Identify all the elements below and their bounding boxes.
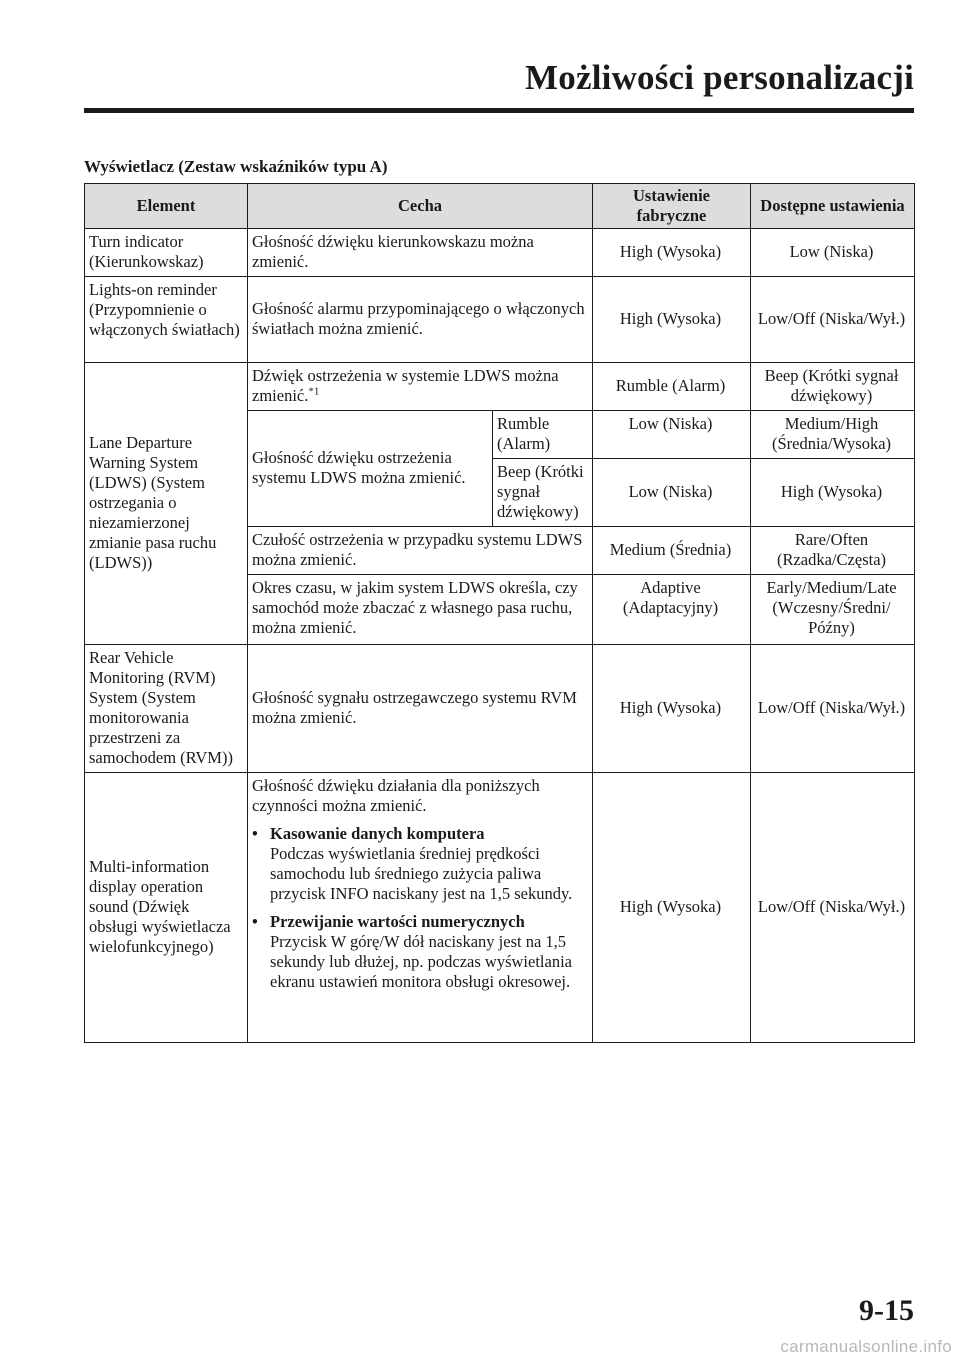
available-cell: Rare/Often (Rzadka/Częsta) [751,527,915,575]
feature-cell: Głośność dźwięku kierunkowskazu można zmienić. [248,229,593,277]
feature-cell: Głośność sygnału ostrzegawczego systemu RVM można zmienić. [248,645,593,773]
available-cell: Low/Off (Niska/Wył.) [751,277,915,363]
available-cell: Low/Off (Niska/Wył.) [751,773,915,1043]
bullet-text: Podczas wyświetlania średniej prędkości samochodu lub średniego zużycia paliwa przycisk INFO naciskany jest na 1,5 sekundy. [270,844,573,903]
watermark: carmanualsonline.info [780,1337,952,1356]
footnote-marker: *1 [308,385,320,398]
available-cell: Beep (Krótki sygnał dźwiękowy) [751,363,915,411]
default-cell: High (Wysoka) [593,645,751,773]
feature-cell: Głośność dźwięku ostrzeżenia systemu LDWS można zmienić. [248,411,493,527]
header-rule [84,108,914,113]
table-row [85,773,915,1043]
feature-intro: Głośność dźwięku działania dla poniższych czynności można zmienić. [252,776,540,815]
table-row [85,363,915,411]
page-number: 9-15 [859,1294,914,1327]
default-cell: Low (Niska) [593,411,751,459]
element-cell: Lane Departure Warning System (LDWS) (System ostrzegania o niezamierzonej zmianie pasa ruchu (LDWS)) [85,363,248,645]
bullet-title: Przewijanie wartości numerycznych [270,912,525,931]
available-cell: High (Wysoka) [751,459,915,527]
feature-cell: Głośność alarmu przypominającego o włączonych światłach można zmienić. [248,277,593,363]
feature-text: Dźwięk ostrzeżenia w systemie LDWS można zmienić. [252,366,559,405]
feature-cell: Czułość ostrzeżenia w przypadku systemu LDWS można zmienić. [248,527,593,575]
header-available: Dostępne ustawienia [751,184,915,229]
feature-cell [248,773,593,1043]
page-title: Możliwości personalizacji [525,58,914,97]
table-row [85,229,915,277]
element-cell: Turn indicator (Kierunkowskaz) [85,229,248,277]
feature-cell [248,363,593,411]
table-header-row [85,184,915,229]
bullet-title: Kasowanie danych komputera [270,824,485,843]
sub-option-cell: Beep (Krótki sygnał dźwiękowy) [493,459,593,527]
bullet-icon: • [252,912,258,931]
element-cell: Rear Vehicle Monitoring (RVM) System (System monitorowania przestrzeni za samochodem (RVM)) [85,645,248,773]
header-element: Element [85,184,248,229]
available-cell: Low/Off (Niska/Wył.) [751,645,915,773]
feature-cell: Okres czasu, w jakim system LDWS określa, czy samochód może zbaczać z własnego pasa ruchu, można zmienić. [248,575,593,645]
list-item [252,824,586,904]
sub-option-cell: Rumble (Alarm) [493,411,593,459]
default-cell: High (Wysoka) [593,277,751,363]
header-default: Ustawienie fabryczne [593,184,751,229]
section-heading: Wyświetlacz (Zestaw wskaźników typu A) [84,157,388,176]
table-row [85,277,915,363]
available-cell: Low (Niska) [751,229,915,277]
element-cell: Lights-on reminder (Przypomnienie o włączonych światłach) [85,277,248,363]
list-item [252,912,586,992]
element-cell: Multi-information display operation sound (Dźwięk obsługi wyświetlacza wielofunkcyjnego) [85,773,248,1043]
default-cell: High (Wysoka) [593,773,751,1043]
bullet-text: Przycisk W górę/W dół naciskany jest na 1,5 sekundy lub dłużej, np. podczas wyświetlania ekranu ustawień monitora obsługi okresowej. [270,932,572,991]
table-row [85,645,915,773]
default-cell: Rumble (Alarm) [593,363,751,411]
bullet-icon: • [252,824,258,843]
default-cell: Low (Niska) [593,459,751,527]
default-cell: Medium (Średnia) [593,527,751,575]
available-cell: Medium/High (Średnia/Wysoka) [751,411,915,459]
available-cell: Early/Medium/Late (Wczesny/Średni/ Późny) [751,575,915,645]
header-feature: Cecha [248,184,593,229]
default-cell: Adaptive (Adaptacyjny) [593,575,751,645]
default-cell: High (Wysoka) [593,229,751,277]
settings-table [84,183,915,1043]
